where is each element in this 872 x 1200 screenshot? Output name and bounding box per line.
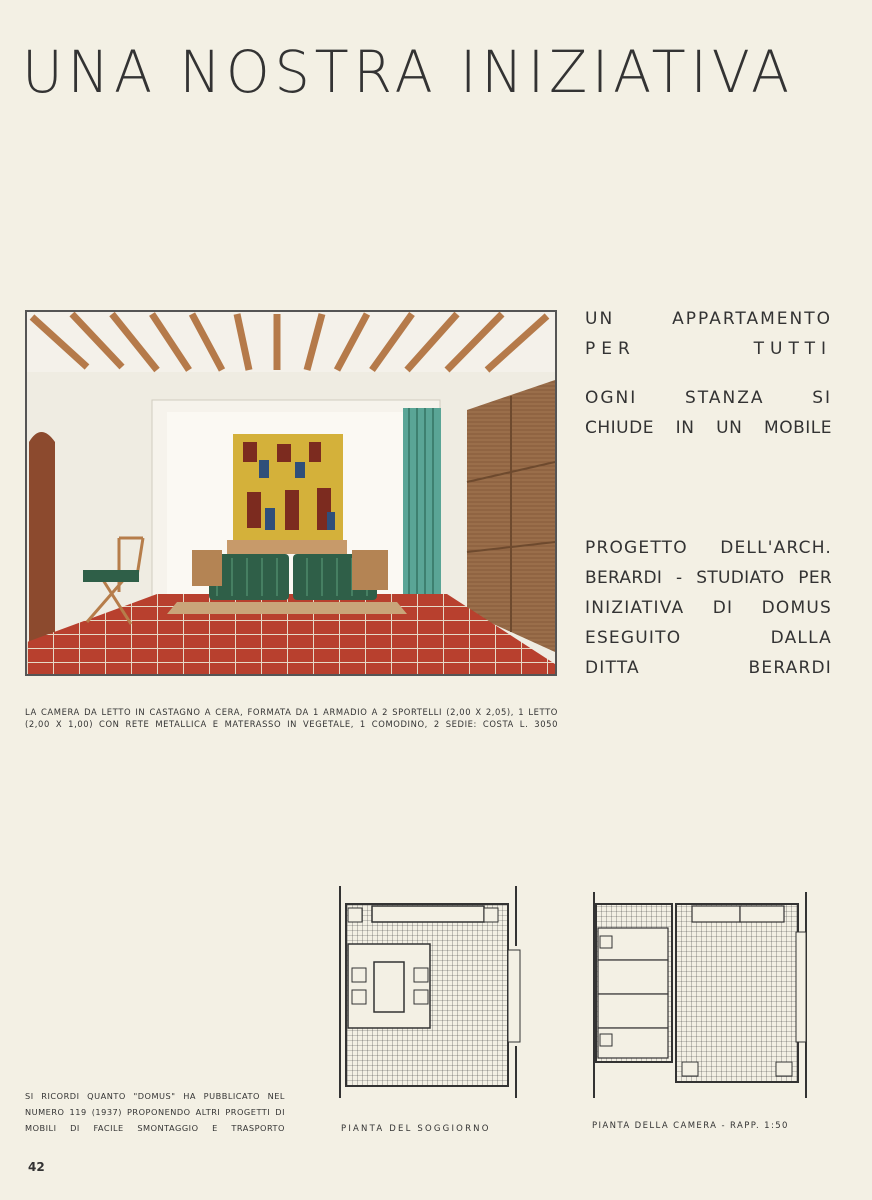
credits-line: ESEGUITO DALLA bbox=[585, 628, 832, 648]
page-number: 42 bbox=[28, 1160, 45, 1174]
credits-line: INIZIATIVA DI DOMUS bbox=[585, 598, 832, 618]
bedroom-painting bbox=[27, 312, 555, 674]
caption-line: (2,00 X 1,00) CON RETE METALLICA E MATERASSO IN VEGETALE, 1 COMODINO, 2 SEDIE: COSTA L. 3050 bbox=[25, 719, 558, 729]
headline-line: PER TUTTI bbox=[585, 339, 832, 359]
bedroom-illustration bbox=[25, 310, 557, 676]
page-title: UNA NOSTRA INIZIATIVA bbox=[22, 38, 794, 106]
bedroom-plan bbox=[592, 892, 808, 1104]
note-line: SI RICORDI QUANTO "DOMUS" HA PUBBLICATO NEL bbox=[25, 1091, 285, 1101]
bedroom-plan-drawing bbox=[592, 892, 808, 1104]
subheadline-block bbox=[585, 383, 832, 443]
note-line: NUMERO 119 (1937) PROPONENDO ALTRI PROGETTI DI bbox=[25, 1107, 285, 1117]
bedroom-plan-label: PIANTA DELLA CAMERA - RAPP. 1:50 bbox=[592, 1121, 789, 1131]
credits-line: BERARDI - STUDIATO PER bbox=[585, 568, 832, 588]
credits-line: DITTA BERARDI bbox=[585, 658, 832, 678]
headline-block bbox=[585, 304, 832, 364]
subheadline-line: CHIUDE IN UN MOBILE bbox=[585, 418, 832, 438]
living-room-plan-label: PIANTA DEL SOGGIORNO bbox=[341, 1124, 491, 1134]
living-room-plan bbox=[338, 886, 522, 1106]
note-line: MOBILI DI FACILE SMONTAGGIO E TRASPORTO bbox=[25, 1123, 285, 1133]
credits-line: PROGETTO DELL'ARCH. bbox=[585, 538, 832, 558]
headline-line: UN APPARTAMENTO bbox=[585, 309, 832, 329]
credits-block bbox=[585, 533, 832, 683]
caption-line: LA CAMERA DA LETTO IN CASTAGNO A CERA, FORMATA DA 1 ARMADIO A 2 SPORTELLI (2,00 X 2,05), 1 LETTO bbox=[25, 707, 558, 717]
illustration-caption bbox=[25, 706, 558, 730]
living-room-plan-drawing bbox=[338, 886, 522, 1106]
reference-note bbox=[25, 1088, 285, 1136]
subheadline-line: OGNI STANZA SI bbox=[585, 388, 832, 408]
